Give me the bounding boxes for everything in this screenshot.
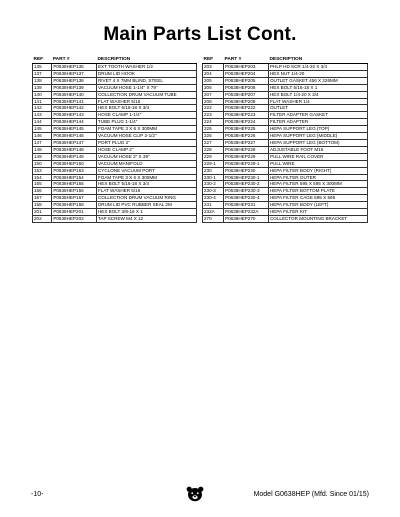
table-row bbox=[33, 153, 197, 160]
description-cell: HEPA SUPPORT LEG (BOTTOM) bbox=[268, 139, 367, 146]
ref-cell: 230-2 bbox=[203, 181, 224, 188]
part-number-cell: P0638HEP230-3 bbox=[224, 188, 269, 195]
part-number-cell: P0638HEP139 bbox=[52, 84, 97, 91]
part-number-cell: P0638HEP149 bbox=[52, 153, 97, 160]
grizzly-bear-icon bbox=[186, 486, 204, 502]
description-cell: HEX BOLT 3/8-16 X 1 bbox=[96, 209, 196, 216]
table-row bbox=[33, 181, 197, 188]
part-number-cell: P0638HEP153 bbox=[52, 167, 97, 174]
description-cell: FILTER ADAPTER bbox=[268, 119, 367, 126]
part-number-cell: P0638HEP228 bbox=[224, 146, 269, 153]
part-number-cell: P0638HEP201 bbox=[52, 209, 97, 216]
parts-table-left bbox=[32, 56, 197, 223]
description-cell: FOAM TAPE 3 X 6 X 300MM bbox=[96, 174, 196, 181]
part-header: PART # bbox=[52, 56, 97, 64]
table-row bbox=[33, 91, 197, 98]
table-row bbox=[203, 119, 368, 126]
part-number-cell: P0638HEP154 bbox=[52, 174, 97, 181]
part-number-cell: P0638HEP156 bbox=[52, 188, 97, 195]
description-cell: PORT PLUG 2" bbox=[96, 139, 196, 146]
part-number-cell: P0638HEP138 bbox=[52, 77, 97, 84]
ref-cell: 230-4 bbox=[203, 195, 224, 202]
part-number-cell: P0638HEP222 bbox=[224, 105, 269, 112]
table-row bbox=[203, 77, 368, 84]
description-cell: HEPA FILTER KIT bbox=[268, 209, 367, 216]
ref-cell: 143 bbox=[33, 112, 52, 119]
ref-cell: 137 bbox=[33, 70, 52, 77]
part-number-cell: P0638HEP270 bbox=[224, 215, 269, 222]
description-cell: FOAM TAPE 3 X 6 X 300MM bbox=[96, 126, 196, 133]
parts-table-left-body bbox=[33, 64, 197, 223]
ref-cell: 229-1 bbox=[203, 160, 224, 167]
part-number-cell: P0638HEP205 bbox=[224, 77, 269, 84]
ref-cell: 223 bbox=[203, 112, 224, 119]
description-header: DESCRIPTION bbox=[268, 56, 367, 64]
table-row bbox=[203, 146, 368, 153]
part-number-cell: P0638HEP137 bbox=[52, 70, 97, 77]
table-row bbox=[203, 167, 368, 174]
ref-cell: 138 bbox=[33, 77, 52, 84]
table-row bbox=[203, 70, 368, 77]
ref-cell: 157 bbox=[33, 195, 52, 202]
description-cell: VACUUM HOSE 2" X 39" bbox=[96, 153, 196, 160]
description-cell: RIVET 4 X 7MM BLIND, STEEL bbox=[96, 77, 196, 84]
description-header: DESCRIPTION bbox=[96, 56, 196, 64]
table-row bbox=[33, 195, 197, 202]
table-row bbox=[203, 64, 368, 71]
ref-cell: 144 bbox=[33, 119, 52, 126]
table-row bbox=[203, 195, 368, 202]
table-row bbox=[203, 139, 368, 146]
part-number-cell: P0638HEP150 bbox=[52, 160, 97, 167]
ref-cell: 155 bbox=[33, 181, 52, 188]
ref-cell: 225 bbox=[203, 126, 224, 133]
table-row bbox=[33, 188, 197, 195]
part-number-cell: P0638HEP146 bbox=[52, 133, 97, 140]
table-header-row bbox=[33, 56, 197, 64]
description-cell: PHLP HD SCR 1/4-20 X 3/4 bbox=[268, 64, 367, 71]
table-row bbox=[33, 139, 197, 146]
description-cell: EXT TOOTH WASHER 1/2 bbox=[96, 64, 196, 71]
description-cell: HEPA FILTER CAGE 595 X 595 bbox=[268, 195, 367, 202]
description-cell: VACUUM HOSE 1-1/4" X 79" bbox=[96, 84, 196, 91]
ref-cell: 205 bbox=[203, 77, 224, 84]
part-number-cell: P0638HEP207 bbox=[224, 91, 269, 98]
ref-cell: 202 bbox=[33, 215, 52, 222]
ref-cell: 229 bbox=[203, 153, 224, 160]
table-header-row bbox=[203, 56, 368, 64]
ref-header: REF bbox=[33, 56, 52, 64]
part-number-cell: P0638HEP227 bbox=[224, 139, 269, 146]
description-cell: DRUM LID HOOK bbox=[96, 70, 196, 77]
part-number-cell: P0638HEP141 bbox=[52, 98, 97, 105]
description-cell: HEPA SUPPORT LEG (MIDDLE) bbox=[268, 133, 367, 140]
ref-cell: 224 bbox=[203, 119, 224, 126]
description-cell: HEPA SUPPORT LEG (TOP) bbox=[268, 126, 367, 133]
table-row bbox=[33, 215, 197, 222]
part-number-cell: P0638HEP208 bbox=[224, 98, 269, 105]
description-cell: TAP SCREW M4 X 12 bbox=[96, 215, 196, 222]
ref-cell: 149 bbox=[33, 153, 52, 160]
ref-cell: 148 bbox=[33, 146, 52, 153]
description-cell: FILTER ADAPTER GASKET bbox=[268, 112, 367, 119]
ref-cell: 222 bbox=[203, 105, 224, 112]
parts-table-right-body bbox=[203, 64, 368, 223]
part-number-cell: P0638HEP230-1 bbox=[224, 174, 269, 181]
table-row bbox=[33, 209, 197, 216]
table-row bbox=[33, 105, 197, 112]
part-number-cell: P0638HEP206 bbox=[224, 84, 269, 91]
page-title: Main Parts List Cont. bbox=[103, 24, 297, 45]
ref-cell: 203 bbox=[203, 64, 224, 71]
ref-cell: 158 bbox=[33, 202, 52, 209]
description-cell: CYCLONE VACUUM PORT bbox=[96, 167, 196, 174]
description-cell: HEPA FILTER BOTTOM PLATE bbox=[268, 188, 367, 195]
ref-cell: 230 bbox=[203, 167, 224, 174]
ref-cell: 147 bbox=[33, 139, 52, 146]
part-number-cell: P0638HEP147 bbox=[52, 139, 97, 146]
description-cell: COLLECTOR MOUNTING BRACKET bbox=[268, 215, 367, 222]
ref-cell: 154 bbox=[33, 174, 52, 181]
part-number-cell: P0638HEP203 bbox=[224, 64, 269, 71]
part-number-cell: P0638HEP224 bbox=[224, 119, 269, 126]
part-number-cell: P0638HEP204 bbox=[224, 70, 269, 77]
part-number-cell: P0638HEP225 bbox=[224, 126, 269, 133]
description-cell: HEPA FILTER BODY (RIGHT) bbox=[268, 167, 367, 174]
table-row bbox=[203, 112, 368, 119]
ref-cell: 146 bbox=[33, 133, 52, 140]
description-cell: HEX NUT 1/4-20 bbox=[268, 70, 367, 77]
description-cell: HEPA FILTER BODY (LEFT) bbox=[268, 202, 367, 209]
description-cell: HEX BOLT 5/16-18 X 3/4 bbox=[96, 181, 196, 188]
ref-cell: 207 bbox=[203, 91, 224, 98]
table-row bbox=[203, 91, 368, 98]
part-number-cell: P0638HEP231 bbox=[224, 202, 269, 209]
part-number-cell: P0638HEP223 bbox=[224, 112, 269, 119]
part-number-cell: P0638HEP202 bbox=[52, 215, 97, 222]
table-row bbox=[203, 133, 368, 140]
description-cell: VACUUM MANIFOLD bbox=[96, 160, 196, 167]
part-number-cell: P0638HEP142 bbox=[52, 105, 97, 112]
table-row bbox=[203, 181, 368, 188]
part-number-cell: P0638HEP230 bbox=[224, 167, 269, 174]
parts-table-right bbox=[202, 56, 368, 223]
ref-cell: 140 bbox=[33, 91, 52, 98]
ref-cell: 231 bbox=[203, 202, 224, 209]
ref-cell: 232A bbox=[203, 209, 224, 216]
ref-cell: 227 bbox=[203, 139, 224, 146]
ref-cell: 206 bbox=[203, 84, 224, 91]
part-number-cell: P0638HEP144 bbox=[52, 119, 97, 126]
description-cell: OUTLET bbox=[268, 105, 367, 112]
description-cell: FLAT WASHER 5/16 bbox=[96, 98, 196, 105]
table-row bbox=[33, 119, 197, 126]
description-cell: DRUM LID PVC RUBBER SEAL 2M bbox=[96, 202, 196, 209]
ref-cell: 230-1 bbox=[203, 174, 224, 181]
ref-cell: 208 bbox=[203, 98, 224, 105]
part-number-cell: P0638HEP140 bbox=[52, 91, 97, 98]
description-cell: ADJUSTABLE FOOT M16 bbox=[268, 146, 367, 153]
table-row bbox=[33, 126, 197, 133]
ref-cell: 145 bbox=[33, 126, 52, 133]
ref-cell: 270 bbox=[203, 215, 224, 222]
table-row bbox=[203, 209, 368, 216]
description-cell: OUTLET GASKET 456 X 226MM bbox=[268, 77, 367, 84]
part-header: PART # bbox=[224, 56, 269, 64]
part-number-cell: P0638HEP148 bbox=[52, 146, 97, 153]
table-row bbox=[203, 188, 368, 195]
ref-cell: 150 bbox=[33, 160, 52, 167]
ref-cell: 141 bbox=[33, 98, 52, 105]
description-cell: HOSE CLAMP 2" bbox=[96, 146, 196, 153]
table-row bbox=[33, 174, 197, 181]
table-row bbox=[203, 215, 368, 222]
description-cell: FLAT WASHER 1/4 bbox=[268, 98, 367, 105]
table-row bbox=[33, 64, 197, 71]
part-number-cell: P0638HEP230-4 bbox=[224, 195, 269, 202]
table-row bbox=[33, 202, 197, 209]
part-number-cell: P0638HEP226 bbox=[224, 133, 269, 140]
part-number-cell: P0638HEP157 bbox=[52, 195, 97, 202]
part-number-cell: P0638HEP229-1 bbox=[224, 160, 269, 167]
ref-cell: 204 bbox=[203, 70, 224, 77]
description-cell: HEX BOLT 1/4-20 X 3/4 bbox=[268, 91, 367, 98]
description-cell: PULL WIRE RAIL COVER bbox=[268, 153, 367, 160]
description-cell: COLLECTION DRUM VACUUM RING bbox=[96, 195, 196, 202]
table-row bbox=[33, 146, 197, 153]
description-cell: TUBE PLUG 1-1/4" bbox=[96, 119, 196, 126]
table-row bbox=[203, 98, 368, 105]
table-row bbox=[33, 70, 197, 77]
ref-cell: 201 bbox=[33, 209, 52, 216]
page-number: -10- bbox=[31, 491, 44, 498]
table-row bbox=[33, 98, 197, 105]
ref-cell: 142 bbox=[33, 105, 52, 112]
table-row bbox=[33, 133, 197, 140]
model-label: Model G0638HEP (Mfd. Since 01/15) bbox=[253, 491, 369, 498]
ref-cell: 226 bbox=[203, 133, 224, 140]
description-cell: HEX BOLT 5/16-18 X 3/4 bbox=[96, 105, 196, 112]
table-row bbox=[203, 174, 368, 181]
part-number-cell: P0638HEP145 bbox=[52, 126, 97, 133]
description-cell: VACUUM HOSE CLIP 2-1/2" bbox=[96, 133, 196, 140]
part-number-cell: P0638HEP155 bbox=[52, 181, 97, 188]
description-cell: PULL WIRE bbox=[268, 160, 367, 167]
ref-cell: 230-3 bbox=[203, 188, 224, 195]
description-cell: HOSE CLAMP 1-1/4" bbox=[96, 112, 196, 119]
table-row bbox=[203, 126, 368, 133]
table-row bbox=[203, 160, 368, 167]
description-cell: HEPA FILTER OUTER bbox=[268, 174, 367, 181]
description-cell: FLAT WASHER 5/16 bbox=[96, 188, 196, 195]
table-row bbox=[33, 77, 197, 84]
table-row bbox=[203, 84, 368, 91]
description-cell: HEPA FILTER 595 X 595 X 300MM bbox=[268, 181, 367, 188]
ref-header: REF bbox=[203, 56, 224, 64]
table-row bbox=[33, 84, 197, 91]
table-row bbox=[33, 167, 197, 174]
table-row bbox=[33, 112, 197, 119]
description-cell: COLLECTION DRUM VACUUM TUBE bbox=[96, 91, 196, 98]
table-row bbox=[203, 105, 368, 112]
ref-cell: 228 bbox=[203, 146, 224, 153]
part-number-cell: P0638HEP230-2 bbox=[224, 181, 269, 188]
part-number-cell: P0638HEP135 bbox=[52, 64, 97, 71]
description-cell: HEX BOLT 5/16-18 X 1 bbox=[268, 84, 367, 91]
part-number-cell: P0638HEP232A bbox=[224, 209, 269, 216]
ref-cell: 139 bbox=[33, 84, 52, 91]
table-row bbox=[33, 160, 197, 167]
part-number-cell: P0638HEP158 bbox=[52, 202, 97, 209]
part-number-cell: P0638HEP143 bbox=[52, 112, 97, 119]
part-number-cell: P0638HEP229 bbox=[224, 153, 269, 160]
table-row bbox=[203, 202, 368, 209]
table-row bbox=[203, 153, 368, 160]
ref-cell: 156 bbox=[33, 188, 52, 195]
ref-cell: 135 bbox=[33, 64, 52, 71]
ref-cell: 153 bbox=[33, 167, 52, 174]
